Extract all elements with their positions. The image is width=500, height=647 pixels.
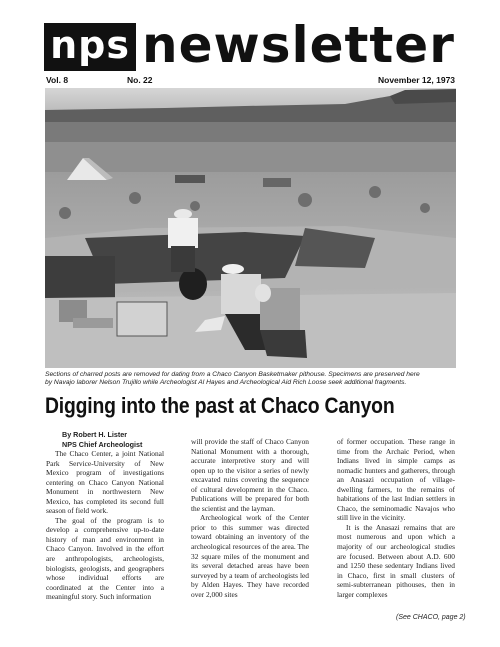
volume-label: Vol. 8 xyxy=(46,75,69,85)
paragraph: It is the Anasazi remains that are most numerous and upon which a majority of our archeological studies are focused. Between about A.D. 600 and 1250 these sedentary Indians lived in Chaco, first in small clusters of semi-subterranean pithouses, then in larger complexes xyxy=(337,522,455,599)
paragraph: will provide the staff of Chaco Canyon National Monument with a thorough, accurate interpretive story and will open up to the visitor a series of newly excavated ruins covering the sequence of cultural development in the Chaco. Publications will be prepared for both the scientist and the layman. xyxy=(191,437,309,513)
byline-author: By Robert H. Lister xyxy=(62,430,128,439)
article-headline: Digging into the past at Chaco Canyon xyxy=(45,393,395,418)
issue-date: November 12, 1973 xyxy=(378,75,456,85)
article-column-2 xyxy=(191,437,309,599)
caption-line-2: by Navajo laborer Nelson Trujillo while Archeologist Al Hayes and Archeological Aid Rich Loose seek additional fragments. xyxy=(45,379,407,387)
paragraph: The goal of the program is to develop a comprehensive up-to-date history of man and environment in Chaco Canyon. Involved in the effort are anthropologists, archeologists, biologists, geologists, and geographers whose individual efforts are coordinated at the Center into a meaningful story. Such information xyxy=(46,515,164,602)
continuation-note: (See CHACO, page 2) xyxy=(396,614,466,621)
paragraph: Archeological work of the Center prior to this summer was directed toward obtaining an inventory of the archeological resources of the area. The 32 square miles of the monument and its several detached areas have been surveyed by a team of archeologists led by Alden Hayes. They have recorded over 2,000 sites xyxy=(191,513,309,599)
paragraph: The Chaco Center, a joint National Park Service-University of New Mexico program of investigations centering on Chaco Canyon National Monument in northwestern New Mexico, has completed its second full season of field work. xyxy=(46,449,164,516)
newsletter-title: newsletter xyxy=(142,16,455,74)
excavation-photo xyxy=(45,88,456,368)
byline-role: NPS Chief Archeologist xyxy=(62,440,143,449)
issue-number: No. 22 xyxy=(127,75,153,85)
photo-caption xyxy=(45,371,456,388)
nps-logo: nps xyxy=(44,23,136,71)
excavation-photo-graphic xyxy=(45,88,456,368)
masthead xyxy=(44,16,458,74)
paragraph: of former occupation. These range in time from the Archaic Period, when Indians lived in simple camps as nomadic hunters and gatherers, through an Anasazi occupation of village-dwelling farmers, to the remains of habitations of the last Indian settlers in Chaco, the seminomadic Navajos who still live in the vicinity. xyxy=(337,437,455,523)
caption-line-1: Sections of charred posts are removed for dating from a Chaco Canyon Basketmaker pithouse. Specimens are preserved here xyxy=(45,371,420,378)
article-column-1 xyxy=(46,449,164,602)
article-column-3 xyxy=(337,437,455,599)
